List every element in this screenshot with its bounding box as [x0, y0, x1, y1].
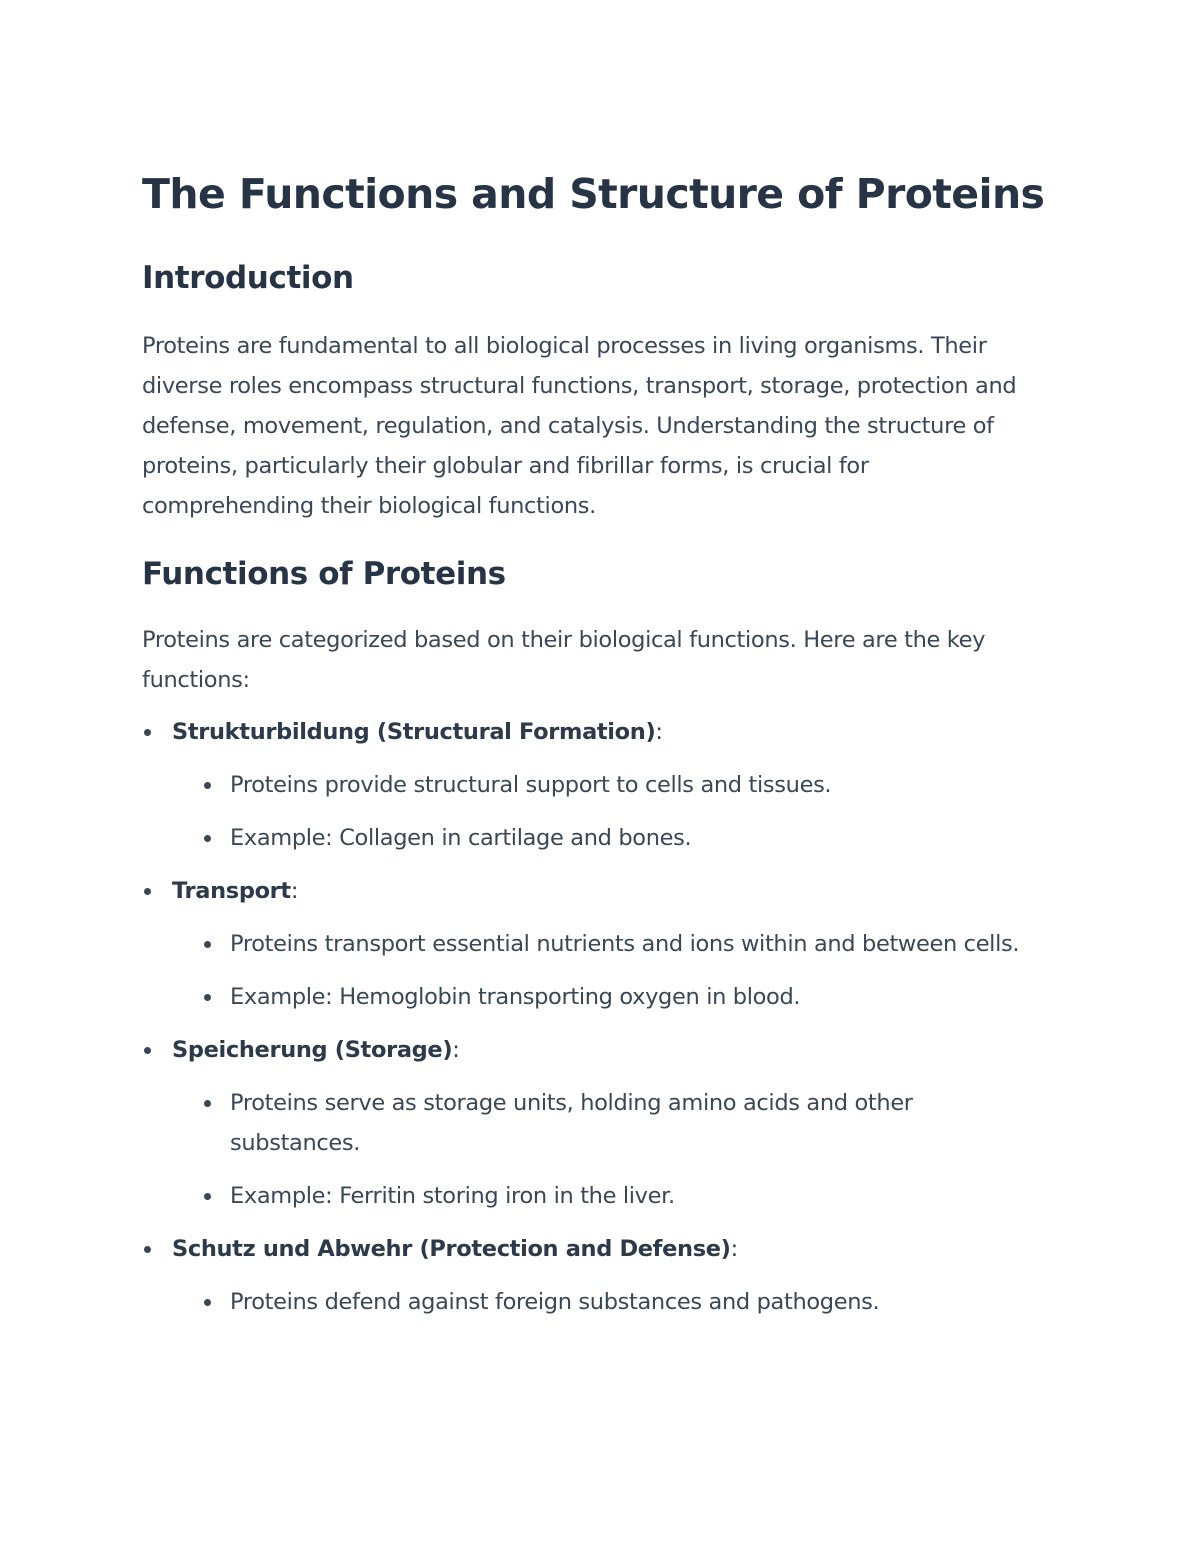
bullet-icon	[144, 1047, 151, 1054]
sub-list-item-text: Proteins serve as storage units, holding amino acids and other substances.	[230, 1090, 913, 1156]
list-item-suffix: :	[290, 878, 299, 904]
list-item	[142, 1229, 1047, 1322]
list-item-title: Schutz und Abwehr (Protection and Defense)	[172, 1236, 731, 1262]
bullet-icon	[204, 994, 211, 1001]
introduction-heading: Introduction	[142, 260, 354, 296]
list-item	[142, 712, 1047, 871]
introduction-paragraph: Proteins are fundamental to all biological processes in living organisms. Their diverse roles encompass structural functions, transport, storage, protection and defense, movement, regulation, and catalysis. Understanding the structure of proteins, particularly their globular and fibrillar forms, is crucial for comprehending their biological functions.	[142, 333, 1017, 519]
list-item-title: Strukturbildung (Structural Formation)	[172, 719, 656, 745]
functions-intro-paragraph: Proteins are categorized based on their biological functions. Here are the key functions:	[142, 627, 986, 693]
bullet-icon	[144, 888, 151, 895]
list-item	[142, 871, 1047, 1030]
sub-list	[172, 1083, 1047, 1216]
sub-list-item-text: Proteins defend against foreign substances and pathogens.	[230, 1289, 880, 1315]
sub-list-item-text: Proteins provide structural support to cells and tissues.	[230, 772, 832, 798]
functions-list	[142, 712, 1047, 1322]
sub-list-item	[172, 818, 1047, 858]
bullet-icon	[204, 835, 211, 842]
document-title: The Functions and Structure of Proteins	[142, 170, 1045, 218]
sub-list	[172, 765, 1047, 858]
list-item-title: Speicherung (Storage)	[172, 1037, 453, 1063]
sub-list	[172, 924, 1047, 1017]
sub-list-item	[172, 765, 1047, 805]
bullet-icon	[204, 1299, 211, 1306]
sub-list-item-text: Proteins transport essential nutrients and ions within and between cells.	[230, 931, 1020, 957]
bullet-icon	[204, 1100, 211, 1107]
bullet-icon	[144, 729, 151, 736]
list-item-suffix: :	[655, 719, 663, 745]
sub-list-item	[172, 1282, 1047, 1322]
sub-list	[172, 1282, 1047, 1322]
list-item-label	[172, 871, 1047, 911]
sub-list-item	[172, 1083, 1047, 1163]
list-item-suffix: :	[730, 1236, 738, 1262]
functions-heading: Functions of Proteins	[142, 556, 506, 592]
list-item-title: Transport	[172, 878, 291, 904]
list-item-label	[172, 1229, 1047, 1269]
sub-list-item-text: Example: Ferritin storing iron in the liver.	[230, 1183, 675, 1209]
list-item-suffix: :	[452, 1037, 460, 1063]
sub-list-item-text: Example: Collagen in cartilage and bones.	[230, 825, 692, 851]
bullet-icon	[144, 1246, 151, 1253]
sub-list-item	[172, 1176, 1047, 1216]
bullet-icon	[204, 1193, 211, 1200]
sub-list-item	[172, 924, 1047, 964]
bullet-icon	[204, 782, 211, 789]
list-item-label	[172, 1030, 1047, 1070]
list-item	[142, 1030, 1047, 1229]
sub-list-item	[172, 977, 1047, 1017]
sub-list-item-text: Example: Hemoglobin transporting oxygen in blood.	[230, 984, 801, 1010]
list-item-label	[172, 712, 1047, 752]
bullet-icon	[204, 941, 211, 948]
